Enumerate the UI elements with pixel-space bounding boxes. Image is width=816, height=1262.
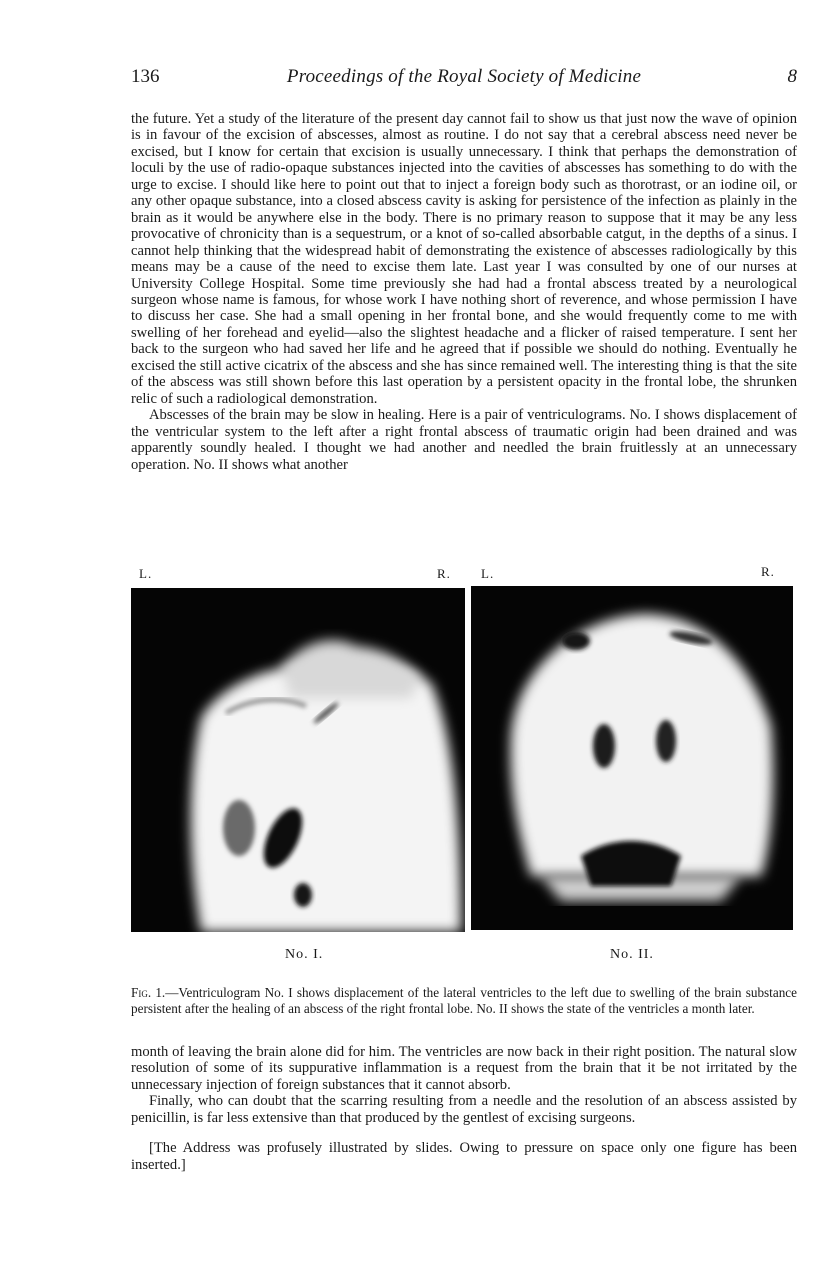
editorial-note: [The Address was profusely illustrated by slides. Owing to pressure on space only one figure has been inserted.]	[131, 1140, 797, 1173]
ventriculogram-plate-1	[131, 588, 465, 932]
xray-image-2	[471, 586, 793, 930]
paragraph: Finally, who can doubt that the scarring resulting from a needle and the resolution of an abscess assisted by penicillin, is far less extensive than that produced by the gentlest of excising surgeons.	[131, 1093, 797, 1126]
plate2-left-label: L.	[481, 566, 495, 581]
body-text-top	[131, 111, 797, 473]
paragraph: the future. Yet a study of the literature of the present day cannot fail to show us that just now the wave of opinion is in favour of the excision of abscesses, almost as routine. I do not say that a cerebral abscess need never be excised, but I know for certain that excision is usually unnecessary. I think that perhaps the demonstration of loculi by the use of radio-opaque substances injected into the cavities of abscesses has something to do with the urge to excise. I should like here to point out that to inject a foreign body such as thorotrast, or an iodine oil, or any other opaque substance, into a closed abscess cavity is asking for persistence of the infection as plainly in the brain as it would be anywhere else in the body. There is no primary reason to suppose that it may be any less provocative of chronicity than is a sequestrum, or a knot of so-called absorbable catgut, in the depths of a sinus. I cannot help thinking that the widespread habit of demonstrating the existence of abscesses radiologically by this means may be a cause of the need to excise them late. Last year I was consulted by one of our nurses at University College Hospital. Some time previously she had had a frontal abscess treated by a neurological surgeon whose name is famous, for whose work I have nothing short of reverence, and whose permission I have to discuss her case. She had a small opening in her frontal bone, and she would frequently come to me with swelling of her forehead and eyelid—also the slightest headache and a flicker of raised temperature. I sent her back to the surgeon who had saved her life and he agreed that if possible we should do nothing. Eventually he excised the still active cicatrix of the abscess and she has since remained well. The interesting thing is that the site of the abscess was still shown before this last operation by a persistent opacity in the frontal lobe, the shrunken relic of such a radiological demonstration.	[131, 111, 797, 407]
running-head	[131, 66, 797, 92]
figure-caption-lead: Fig. 1.—	[131, 985, 179, 1000]
paragraph: month of leaving the brain alone did for him. The ventricles are now back in their right position. The natural slow resolution of some of its suppurative inflammation is a request from the brain that it be not irritated by the unnecessary injection of foreign substances that it cannot absorb.	[131, 1044, 797, 1093]
figure-caption	[131, 985, 797, 1016]
plate1-left-label: L.	[139, 566, 153, 581]
body-text-bottom	[131, 1044, 797, 1173]
plate1-right-label: R.	[437, 566, 451, 581]
plate2-right-label: R.	[761, 564, 775, 579]
paragraph: Abscesses of the brain may be slow in healing. Here is a pair of ventriculograms. No. I shows displacement of the ventricular system to the left after a right frontal abscess of traumatic origin had been drained and was apparently soundly healed. I thought we had another and needled the brain fruitlessly at an unnecessary operation. No. II shows what another	[131, 407, 797, 473]
journal-title: Proceedings of the Royal Society of Medicine	[286, 66, 642, 87]
figure-caption-text: Ventriculogram No. I shows displacement of the lateral ventricles to the left due to swelling of the brain substance persistent after the healing of an abscess of the right frontal lobe. No. II shows the state of the ventricles a month later.	[131, 985, 797, 1016]
ventriculogram-plate-2	[471, 586, 793, 930]
volume-number: 8	[787, 66, 797, 87]
plate1-caption: No. I.	[285, 947, 324, 962]
page-number: 136	[131, 66, 160, 87]
plate2-caption: No. II.	[610, 947, 654, 962]
xray-image-1	[131, 588, 465, 932]
